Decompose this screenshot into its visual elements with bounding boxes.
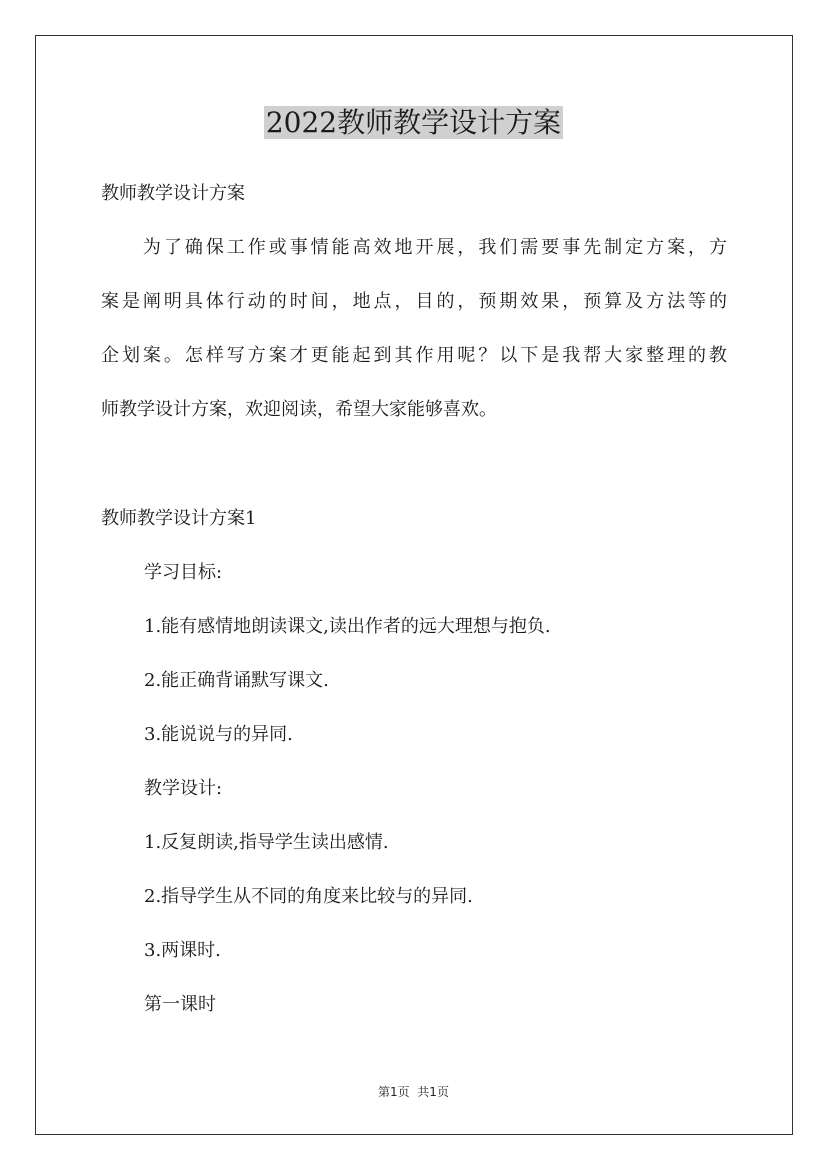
intro-line: 企划案。怎样写方案才更能起到其作用呢？以下是我帮大家整理的教 (101, 345, 727, 366)
document-title-text: 2022教师教学设计方案 (265, 106, 562, 139)
section-heading: 教师教学设计方案1 (101, 508, 257, 529)
goal-item: 2.能正确背诵默写课文. (144, 670, 329, 691)
design-item: 2.指导学生从不同的角度来比较与的异同. (144, 886, 473, 907)
design-item: 1.反复朗读,指导学生读出感情. (144, 832, 389, 853)
intro-line: 为了确保工作或事情能高效地开展，我们需要事先制定方案，方 (101, 237, 727, 258)
design-item: 3.两课时. (144, 940, 221, 961)
document-title (0, 100, 827, 144)
document-subtitle: 教师教学设计方案 (101, 183, 245, 204)
goals-label: 学习目标: (144, 562, 223, 583)
intro-line: 案是阐明具体行动的时间，地点，目的，预期效果，预算及方法等的 (101, 291, 727, 312)
page-footer: 第1页 共1页 (378, 1085, 449, 1099)
goal-item: 1.能有感情地朗读课文,读出作者的远大理想与抱负. (144, 616, 551, 637)
intro-paragraph (101, 236, 727, 452)
lesson-label: 第一课时 (144, 994, 216, 1015)
design-label: 教学设计: (144, 778, 223, 799)
goal-item: 3.能说说与的异同. (144, 724, 293, 745)
intro-line: 师教学设计方案，欢迎阅读，希望大家能够喜欢。 (101, 399, 497, 420)
